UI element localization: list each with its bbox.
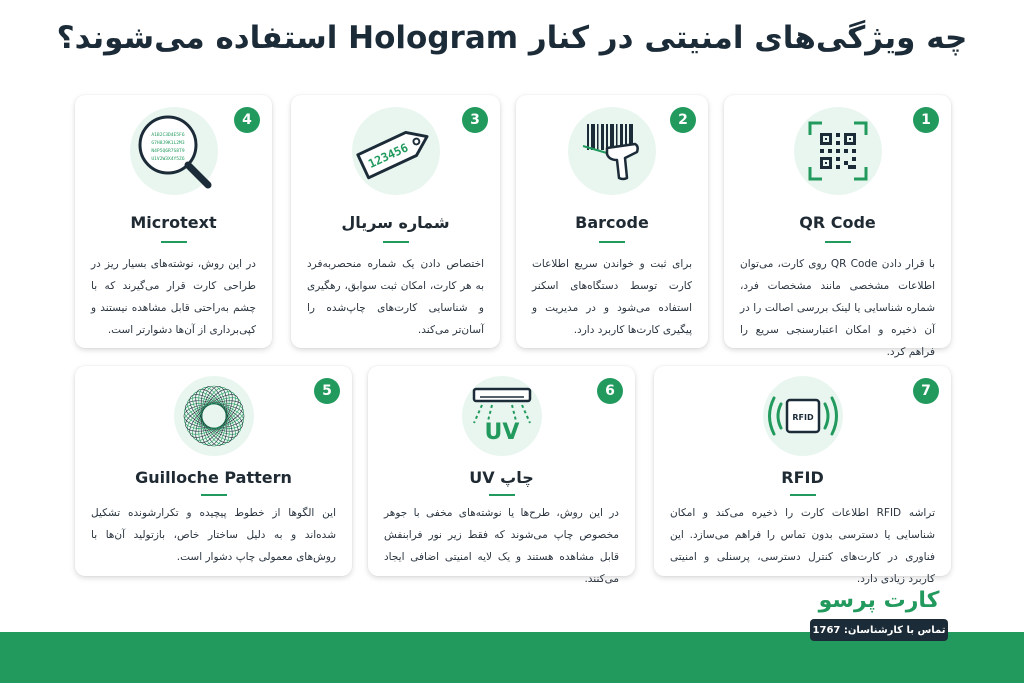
title-divider <box>201 494 227 496</box>
title-divider <box>383 241 409 243</box>
rfid-chip-text: RFID <box>791 413 814 422</box>
guilloche-line <box>184 404 244 428</box>
microtext-line: A1B2C3D4E5F6 <box>150 133 185 138</box>
title-divider <box>489 494 515 496</box>
card-uv-print <box>368 366 635 585</box>
guilloche-icon <box>174 376 254 456</box>
card-number-badge: 1 <box>913 107 939 133</box>
rfid-chip-icon <box>763 376 843 456</box>
microtext-line: U1V2W3X4Y5Z6 <box>150 157 185 162</box>
guilloche-line <box>196 384 230 447</box>
title-divider <box>825 241 851 243</box>
title-divider <box>599 241 625 243</box>
uv-lamp-icon <box>462 376 542 456</box>
barcode-scanner-icon <box>568 107 656 195</box>
card-description: برای ثبت و خواندن سریع اطلاعات کارت توسط دستگاه‌های اسکنر استفاده می‌شود و در مدیریت و پیگیری کارت‌ها کاربرد دارد. <box>532 258 692 336</box>
brand-logo: کارت پرسو <box>818 588 940 613</box>
card-number-badge: 4 <box>234 107 260 133</box>
card-guilloche-pattern <box>75 366 352 576</box>
contact-badge: تماس با کارشناسان: 1767 <box>810 619 948 641</box>
card-number-badge: 7 <box>913 378 939 404</box>
guilloche-line <box>202 386 226 446</box>
microtext-line: N4P5Q6R7S8T9 <box>150 149 185 154</box>
card-description: با قرار دادن QR Code روی کارت، می‌توان اطلاعات مشخصی مانند مشخصات فرد، شماره شناسایی یا لینک بررسی اصالت را در آن ذخیره و امکان اعتبارسنجی سریع را فراهم کرد. <box>740 258 935 358</box>
card-description: این الگوها از خطوط پیچیده و تکرارشونده تشکیل شده‌اند و به دلیل ساختار خاص، بازتولید آن‌ها با روش‌های معمولی چاپ دشوار است. <box>91 507 336 563</box>
card-title: Barcode <box>575 213 649 232</box>
uv-text: UV <box>484 420 519 445</box>
magnifier-microtext-icon <box>130 107 218 195</box>
card-number-badge: 5 <box>314 378 340 404</box>
microtext-line: G7H8J9K1L2M3 <box>150 141 185 146</box>
card-title: QR Code <box>799 213 876 232</box>
card-serial-number <box>291 95 500 348</box>
card-title: چاپ UV <box>469 468 534 487</box>
qr-code-icon <box>794 107 882 195</box>
card-title: Microtext <box>130 213 217 232</box>
guilloche-line <box>182 399 245 433</box>
card-barcode <box>516 95 708 348</box>
card-description: در این روش، طرح‌ها یا نوشته‌های مخفی با جوهر مخصوص چاپ می‌شوند که فقط زیر نور فرابنفش قابل مشاهده هستند و یک لایه امنیتی اضافی ایجاد می‌کنند. <box>384 507 619 585</box>
page-title: چه ویژگی‌های امنیتی در کنار Hologram استفاده می‌شوند؟ <box>56 20 968 56</box>
card-rfid <box>654 366 951 585</box>
card-microtext <box>75 95 272 348</box>
serial-tag-icon <box>352 107 440 195</box>
card-qr-code <box>724 95 951 358</box>
serial-tag-text: 123456 <box>365 140 410 171</box>
card-number-badge: 2 <box>670 107 696 133</box>
card-description: در این روش، نوشته‌های بسیار ریز در طراحی کارت قرار می‌گیرند که با چشم به‌راحتی قابل مشاهده نیستند و کپی‌برداری از آن‌ها دشوارتر است. <box>91 258 256 336</box>
card-number-badge: 6 <box>597 378 623 404</box>
card-title: شماره سریال <box>341 213 450 232</box>
card-number-badge: 3 <box>462 107 488 133</box>
card-description: اختصاص دادن یک شماره منحصربه‌فرد به هر کارت، امکان ثبت سوابق، رهگیری و شناسایی کارت‌های چاپ‌شده را آسان‌تر می‌کند. <box>307 258 484 336</box>
card-title: Guilloche Pattern <box>135 468 292 487</box>
card-title: RFID <box>781 468 824 487</box>
card-description: تراشه RFID اطلاعات کارت را ذخیره می‌کند و امکان شناسایی یا دسترسی بدون تماس را فراهم می‌سازد. این فناوری در کارت‌های کنترل دسترسی، پرسنلی و امنیتی کاربرد زیادی دارد. <box>670 507 935 585</box>
title-divider <box>790 494 816 496</box>
title-divider <box>161 241 187 243</box>
